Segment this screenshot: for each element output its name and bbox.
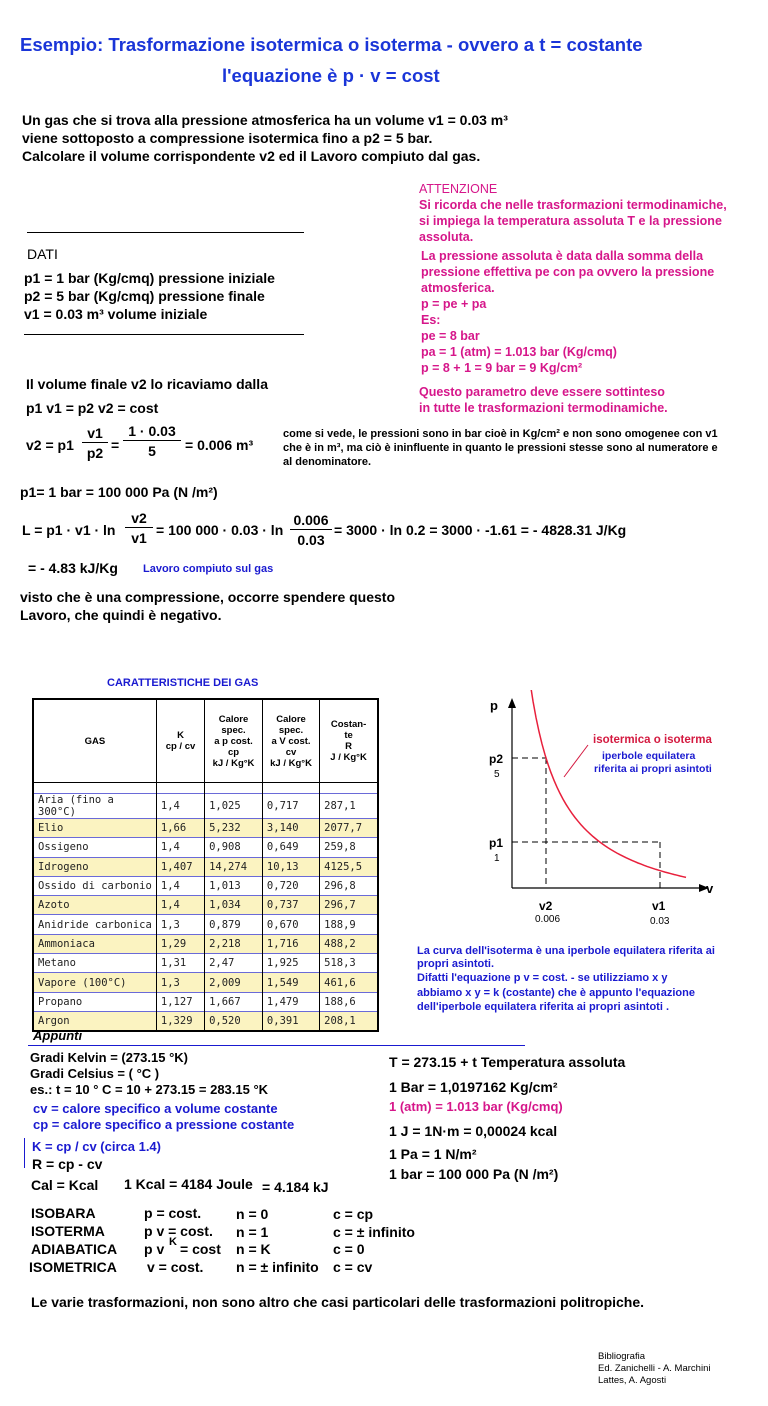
cv-cell: 0,649 bbox=[262, 838, 319, 857]
v-axis-label: v bbox=[706, 881, 714, 896]
note-joule: 1 J = 1N·m = 0,00024 kcal bbox=[389, 1123, 558, 1139]
p1-conversion: p1= 1 bar = 100 000 Pa (N /m²) bbox=[20, 484, 218, 500]
trans-isometrica-name: ISOMETRICA bbox=[29, 1259, 117, 1275]
p-axis-label: p bbox=[490, 698, 498, 713]
problem-line-1: Un gas che si trova alla pressione atmosferica ha un volume v1 = 0.03 m³ bbox=[22, 112, 508, 128]
page-title: Esempio: Trasformazione isotermica o isoterma - ovvero a t = costante bbox=[20, 34, 643, 55]
abs-pressure-line-4: p = pe + pa bbox=[421, 297, 487, 311]
work-fraction-1 bbox=[125, 510, 153, 546]
abs-pressure-line-2: pressione effettiva pe con pa ovvero la pressione bbox=[421, 265, 715, 279]
bibliography-heading: Bibliografia bbox=[598, 1351, 645, 1362]
cp-cell: 1,034 bbox=[205, 896, 263, 915]
cp-cell: 5,232 bbox=[205, 819, 263, 838]
trans-isometrica-c: c = cv bbox=[333, 1259, 373, 1275]
note-celsius: Gradi Celsius = ( °C ) bbox=[30, 1066, 160, 1081]
data-line-p1: p1 = 1 bar (Kg/cmq) pressione iniziale bbox=[24, 270, 275, 286]
note-kcal-kj: = 4.184 kJ bbox=[262, 1179, 329, 1195]
v2-f1-num: v1 bbox=[82, 425, 108, 443]
k-cell: 1,407 bbox=[156, 857, 204, 876]
table-row bbox=[33, 992, 378, 1011]
cp-cell: 0,908 bbox=[205, 838, 263, 857]
data-line-p2: p2 = 5 bar (Kg/cmq) pressione finale bbox=[24, 288, 265, 304]
work-fraction-2 bbox=[290, 512, 332, 548]
r-cell: 461,6 bbox=[320, 973, 378, 992]
abs-pressure-line-1: La pressione assoluta è data dalla somma della bbox=[421, 249, 704, 263]
graph-caption-2: propri asintoti. bbox=[417, 958, 494, 970]
r-cell: 208,1 bbox=[320, 1011, 378, 1031]
cv-cell: 1,479 bbox=[262, 992, 319, 1011]
table-row bbox=[33, 794, 378, 819]
attention-footer-2: in tutte le trasformazioni termodinamiche. bbox=[419, 401, 668, 415]
p-axis-arrow bbox=[508, 698, 516, 708]
r-cell: 488,2 bbox=[320, 934, 378, 953]
table-row bbox=[33, 915, 378, 934]
table-row bbox=[33, 857, 378, 876]
cp-cell: 0,520 bbox=[205, 1011, 263, 1031]
r-cell: 518,3 bbox=[320, 954, 378, 973]
trans-isobara-c: c = cp bbox=[333, 1206, 374, 1222]
trans-isoterma-c: c = ± infinito bbox=[333, 1224, 415, 1240]
note-r: R = cp - cv bbox=[32, 1156, 103, 1172]
table-row bbox=[33, 896, 378, 915]
table-row bbox=[33, 973, 378, 992]
trans-adiabatica-c: c = 0 bbox=[333, 1241, 365, 1257]
v2-tick-label: v2 bbox=[539, 899, 553, 913]
header-k: K cp / cv bbox=[156, 699, 204, 783]
data-heading: DATI bbox=[27, 246, 58, 262]
v2-f2-num: 1 · 0.03 bbox=[123, 423, 181, 441]
table-row bbox=[33, 934, 378, 953]
attention-line-3: assoluta. bbox=[419, 230, 474, 244]
note-cal: Cal = Kcal bbox=[31, 1177, 99, 1193]
cv-cell: 0,391 bbox=[262, 1011, 319, 1031]
attention-footer-1: Questo parametro deve essere sottinteso bbox=[419, 385, 665, 399]
cv-cell: 1,716 bbox=[262, 934, 319, 953]
cv-cell: 1,925 bbox=[262, 954, 319, 973]
cp-cell: 0,879 bbox=[205, 915, 263, 934]
table-row bbox=[33, 954, 378, 973]
graph-caption-3: Difatti l'equazione p v = cost. - se utilizziamo x y bbox=[417, 972, 668, 984]
cp-cell: 2,47 bbox=[205, 954, 263, 973]
attention-line-1: Si ricorda che nelle trasformazioni termodinamiche, bbox=[419, 198, 727, 212]
note-cv: cv = calore specifico a volume costante bbox=[33, 1101, 278, 1116]
abs-pressure-line-8: p = 8 + 1 = 9 bar = 9 Kg/cm² bbox=[421, 361, 583, 375]
abs-pressure-line-6: pe = 8 bar bbox=[421, 329, 480, 343]
work-rhs: = 3000 · ln 0.2 = 3000 · -1.61 = - 4828.31 J/Kg bbox=[334, 522, 627, 538]
gas-name-cell: Metano bbox=[33, 954, 156, 973]
abs-pressure-line-5: Es: bbox=[421, 313, 441, 327]
attention-line-2: si impiega la temperatura assoluta T e la pressione bbox=[419, 214, 722, 228]
work-kj-note: Lavoro compiuto sul gas bbox=[143, 563, 274, 575]
closing-statement: Le varie trasformazioni, non sono altro che casi particolari delle trasformazioni politropiche. bbox=[31, 1294, 645, 1310]
note-k: K = cp / cv (circa 1.4) bbox=[32, 1139, 161, 1154]
solution-eq1: p1 v1 = p2 v2 = cost bbox=[26, 400, 159, 416]
work-lhs: L = p1 · v1 · ln bbox=[22, 522, 116, 538]
cv-cell: 0,717 bbox=[262, 794, 319, 819]
header-cp: Calore spec. a p cost. cp kJ / Kg°K bbox=[205, 699, 263, 783]
cp-cell: 14,274 bbox=[205, 857, 263, 876]
k-cell: 1,3 bbox=[156, 973, 204, 992]
problem-line-2: viene sottoposto a compressione isotermica fino a p2 = 5 bar. bbox=[22, 130, 433, 146]
note-line-3: al denominatore. bbox=[283, 456, 372, 468]
v2-equals: = bbox=[111, 437, 120, 453]
k-cell: 1,66 bbox=[156, 819, 204, 838]
k-cell: 1,4 bbox=[156, 794, 204, 819]
v2-f2-den: 5 bbox=[148, 443, 156, 459]
data-top-rule bbox=[27, 232, 304, 233]
gas-name-cell: Idrogeno bbox=[33, 857, 156, 876]
curve-pointer bbox=[564, 745, 588, 777]
cv-cell: 3,140 bbox=[262, 819, 319, 838]
gas-name-cell: Ammoniaca bbox=[33, 934, 156, 953]
graph-caption-4: abbiamo x y = k (costante) che è appunto l'equazione bbox=[417, 987, 695, 999]
table-title: CARATTERISTICHE DEI GAS bbox=[107, 677, 259, 689]
graph-caption-1: La curva dell'isoterma è una iperbole equilatera riferita ai bbox=[417, 945, 715, 957]
curve-sub-1: iperbole equilatera bbox=[602, 750, 696, 762]
note-bar: 1 Bar = 1,0197162 Kg/cm² bbox=[389, 1079, 558, 1095]
gas-table bbox=[32, 698, 379, 1032]
v1-tick-value: 0.03 bbox=[650, 916, 670, 927]
v2-fraction-1 bbox=[82, 425, 108, 461]
work-kj: = - 4.83 kJ/Kg bbox=[28, 560, 118, 576]
trans-isoterma-eq: p v = cost. bbox=[144, 1223, 213, 1239]
trans-isoterma-n: n = 1 bbox=[236, 1224, 269, 1240]
page-subtitle: l'equazione è p · v = cost bbox=[222, 65, 440, 86]
note-kelvin: Gradi Kelvin = (273.15 °K) bbox=[30, 1050, 189, 1065]
p2-tick-value: 5 bbox=[494, 769, 500, 780]
conclusion-line-1: visto che è una compressione, occorre spendere questo bbox=[20, 589, 396, 605]
note-pa: 1 Pa = 1 N/m² bbox=[389, 1146, 477, 1162]
table-row bbox=[33, 838, 378, 857]
v2-tick-value: 0.006 bbox=[535, 914, 561, 925]
solution-intro: Il volume finale v2 lo ricaviamo dalla bbox=[26, 376, 268, 392]
note-cp: cp = calore specifico a pressione costante bbox=[33, 1117, 295, 1132]
notes-heading: Appunti bbox=[33, 1028, 83, 1043]
note-kcal: 1 Kcal = 4184 Joule bbox=[124, 1176, 253, 1192]
p1-tick-label: p1 bbox=[489, 836, 504, 850]
cv-cell: 1,549 bbox=[262, 973, 319, 992]
note-line-2: che è in m³, ma ciò è ininfluente in quanto le pressioni stesse sono al numeratore e bbox=[283, 442, 718, 454]
k-cell: 1,127 bbox=[156, 992, 204, 1011]
r-cell: 259,8 bbox=[320, 838, 378, 857]
table-row bbox=[33, 819, 378, 838]
cv-cell: 10,13 bbox=[262, 857, 319, 876]
r-cell: 296,7 bbox=[320, 896, 378, 915]
curve-sub-2: riferita ai propri asintoti bbox=[594, 763, 712, 775]
gas-name-cell: Argon bbox=[33, 1011, 156, 1031]
v2-result: = 0.006 m³ bbox=[185, 437, 254, 453]
note-bar-pa: 1 bar = 100 000 Pa (N /m²) bbox=[389, 1166, 559, 1182]
gas-name-cell: Elio bbox=[33, 819, 156, 838]
cv-cell: 0,737 bbox=[262, 896, 319, 915]
note-example: es.: t = 10 ° C = 10 + 273.15 = 283.15 °K bbox=[30, 1082, 269, 1097]
isotherm-graph bbox=[480, 690, 730, 940]
problem-line-3: Calcolare il volume corrispondente v2 ed il Lavoro compiuto dal gas. bbox=[22, 148, 481, 164]
k-cell: 1,29 bbox=[156, 934, 204, 953]
abs-pressure-line-3: atmosferica. bbox=[421, 281, 495, 295]
work-f2-den: 0.03 bbox=[297, 532, 325, 548]
table-header-row bbox=[33, 699, 378, 783]
v2-f1-den: p2 bbox=[86, 445, 104, 461]
trans-adiabatica-eq2: = cost bbox=[180, 1241, 221, 1257]
v1-tick-label: v1 bbox=[652, 899, 666, 913]
p2-tick-label: p2 bbox=[489, 752, 504, 766]
work-f1-num: v2 bbox=[125, 510, 153, 528]
cp-cell: 1,013 bbox=[205, 876, 263, 895]
trans-isometrica-n: n = ± infinito bbox=[236, 1259, 319, 1275]
trans-adiabatica-name: ADIABATICA bbox=[31, 1241, 118, 1257]
gas-name-cell: Vapore (100°C) bbox=[33, 973, 156, 992]
conclusion-line-2: Lavoro, che quindi è negativo. bbox=[20, 607, 222, 623]
k-cell: 1,4 bbox=[156, 896, 204, 915]
gas-name-cell: Ossigeno bbox=[33, 838, 156, 857]
cp-cell: 1,667 bbox=[205, 992, 263, 1011]
table-row bbox=[33, 876, 378, 895]
r-cell: 2077,7 bbox=[320, 819, 378, 838]
cv-cell: 0,670 bbox=[262, 915, 319, 934]
trans-isobara-n: n = 0 bbox=[236, 1206, 269, 1222]
cp-cell: 2,218 bbox=[205, 934, 263, 953]
table-spacer bbox=[33, 783, 378, 794]
k-cell: 1,4 bbox=[156, 838, 204, 857]
table-row bbox=[33, 1011, 378, 1031]
header-gas: GAS bbox=[33, 699, 156, 783]
r-cell: 287,1 bbox=[320, 794, 378, 819]
trans-adiabatica-eq: p v bbox=[144, 1241, 165, 1257]
k-cell: 1,329 bbox=[156, 1011, 204, 1031]
work-f2-num: 0.006 bbox=[290, 512, 332, 530]
abs-pressure-line-7: pa = 1 (atm) = 1.013 bar (Kg/cmq) bbox=[421, 345, 617, 359]
graph-caption-5: dell'iperbole equilatera riferita ai propri asintoti . bbox=[417, 1001, 670, 1013]
gas-name-cell: Azoto bbox=[33, 896, 156, 915]
v2-fraction-2 bbox=[123, 423, 181, 459]
trans-isoterma-name: ISOTERMA bbox=[31, 1223, 105, 1239]
data-bottom-rule bbox=[24, 334, 304, 335]
trans-isobara-name: ISOBARA bbox=[31, 1205, 96, 1221]
gas-name-cell: Ossido di carbonio bbox=[33, 876, 156, 895]
work-f1-den: v1 bbox=[131, 530, 147, 546]
trans-isobara-eq: p = cost. bbox=[144, 1205, 202, 1221]
work-mid: = 100 000 · 0.03 · ln bbox=[156, 522, 284, 538]
k-cell: 1,31 bbox=[156, 954, 204, 973]
data-line-v1: v1 = 0.03 m³ volume iniziale bbox=[24, 306, 208, 322]
bibliography-line-1: Ed. Zanichelli - A. Marchini bbox=[598, 1363, 711, 1374]
note-line-1: come si vede, le pressioni sono in bar cioè in Kg/cm² e non sono omogenee con v1 bbox=[283, 428, 718, 440]
isotherm-curve bbox=[530, 690, 686, 877]
k-cell: 1,4 bbox=[156, 876, 204, 895]
gas-name-cell: Aria (fino a 300°C) bbox=[33, 794, 156, 819]
note-bracket bbox=[24, 1138, 25, 1168]
cp-cell: 2,009 bbox=[205, 973, 263, 992]
r-cell: 188,9 bbox=[320, 915, 378, 934]
trans-isometrica-eq: v = cost. bbox=[147, 1259, 204, 1275]
v2-lhs: v2 = p1 bbox=[26, 437, 74, 453]
cp-cell: 1,025 bbox=[205, 794, 263, 819]
header-r: Costan- te R J / Kg°K bbox=[320, 699, 378, 783]
trans-adiabatica-exp: K bbox=[169, 1236, 177, 1248]
cv-cell: 0,720 bbox=[262, 876, 319, 895]
p1-tick-value: 1 bbox=[494, 853, 500, 864]
gas-name-cell: Propano bbox=[33, 992, 156, 1011]
gas-name-cell: Anidride carbonica bbox=[33, 915, 156, 934]
note-atm: 1 (atm) = 1.013 bar (Kg/cmq) bbox=[389, 1099, 563, 1114]
attention-heading: ATTENZIONE bbox=[419, 182, 498, 196]
bibliography-line-2: Lattes, A. Agosti bbox=[598, 1375, 667, 1386]
curve-label: isotermica o isoterma bbox=[593, 734, 712, 746]
header-cv: Calore spec. a V cost. cv kJ / Kg°K bbox=[262, 699, 319, 783]
note-abs-temp: T = 273.15 + t Temperatura assoluta bbox=[389, 1054, 626, 1070]
r-cell: 296,8 bbox=[320, 876, 378, 895]
notes-rule bbox=[28, 1045, 525, 1046]
r-cell: 4125,5 bbox=[320, 857, 378, 876]
r-cell: 188,6 bbox=[320, 992, 378, 1011]
k-cell: 1,3 bbox=[156, 915, 204, 934]
trans-adiabatica-n: n = K bbox=[236, 1241, 271, 1257]
